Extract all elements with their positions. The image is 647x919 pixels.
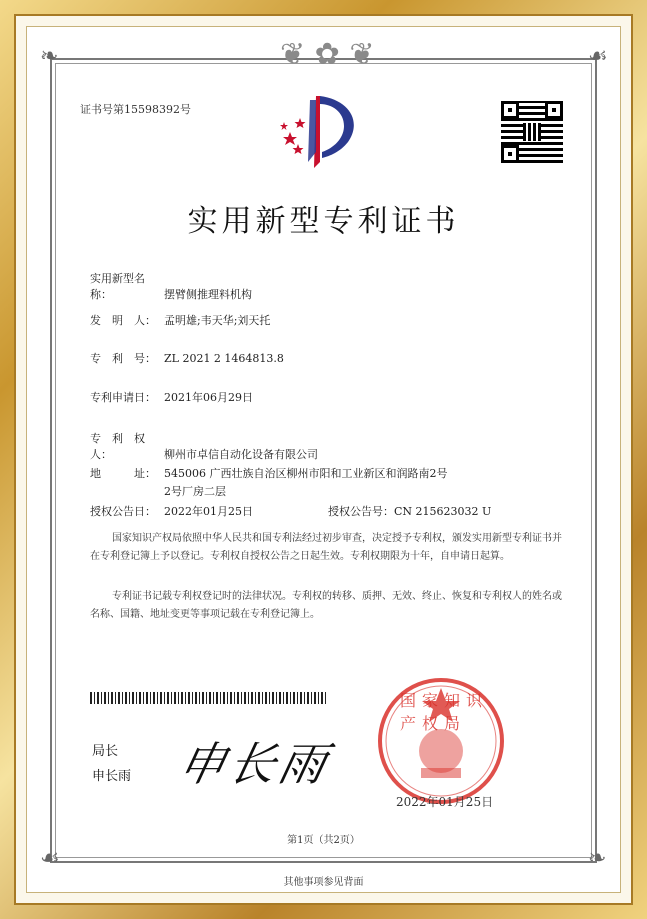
corner-ornament-icon: ❧: [588, 846, 607, 871]
field-row-name: 实用新型名称： 摆臂侧推理料机构: [90, 272, 252, 301]
qr-code-icon: [501, 101, 563, 163]
corner-ornament-icon: ☙: [588, 44, 608, 69]
signature-title: 局长: [92, 744, 119, 759]
field-row-address: 地 址： 545006 广西壮族自治区柳州市阳和工业新区和润路南2号: [90, 467, 448, 480]
seal-text: 国家知识产权局: [400, 691, 489, 733]
corner-ornament-icon: ❧: [40, 44, 59, 69]
cnipa-logo-icon: [270, 92, 370, 172]
certificate-number: 证书号第15598392号: [80, 103, 191, 116]
field-row-inventors: 发 明 人： 孟明雄;韦天华;刘天托: [90, 314, 271, 327]
certificate-title: 实用新型专利证书: [187, 204, 460, 239]
footer-note: 其他事项参见背面: [283, 877, 364, 888]
field-row-address-cont: 2号厂房二层: [164, 485, 226, 498]
field-row-application-date: 专利申请日： 2021年06月29日: [90, 391, 253, 404]
signature-name: 申长雨: [92, 769, 132, 784]
declaration-paragraph-1: 国家知识产权局依照中华人民共和国专利法经过初步审查，决定授予专利权，颁发实用新型专利证书并在专利登记簿上予以登记。专利权自授权公告之日起生效。专利权期限为十年，自申请日起算。: [90, 533, 562, 562]
page-info: 第1页（共2页）: [287, 835, 360, 846]
field-row-grant: 授权公告日： 2022年01月25日 授权公告号：CN 215623032 U: [90, 505, 492, 518]
declaration-paragraph-2: 专利证书记载专利权登记时的法律状况。专利权的转移、质押、无效、终止、恢复和专利权人的姓名或名称、国籍、地址变更等事项记载在专利登记簿上。: [90, 591, 562, 620]
corner-ornament-icon: ☙: [40, 846, 60, 871]
seal-date: 2022年01月25日: [396, 795, 494, 809]
barcode-icon: [90, 692, 326, 704]
field-row-patentee: 专 利 权 人： 柳州市卓信自动化设备有限公司: [90, 432, 318, 461]
handwritten-signature: 申长雨: [173, 737, 336, 791]
top-ornament-icon: ❦ ✿ ❦: [280, 37, 375, 72]
field-row-patent-number: 专 利 号： ZL 2021 2 1464813.8: [90, 352, 284, 365]
